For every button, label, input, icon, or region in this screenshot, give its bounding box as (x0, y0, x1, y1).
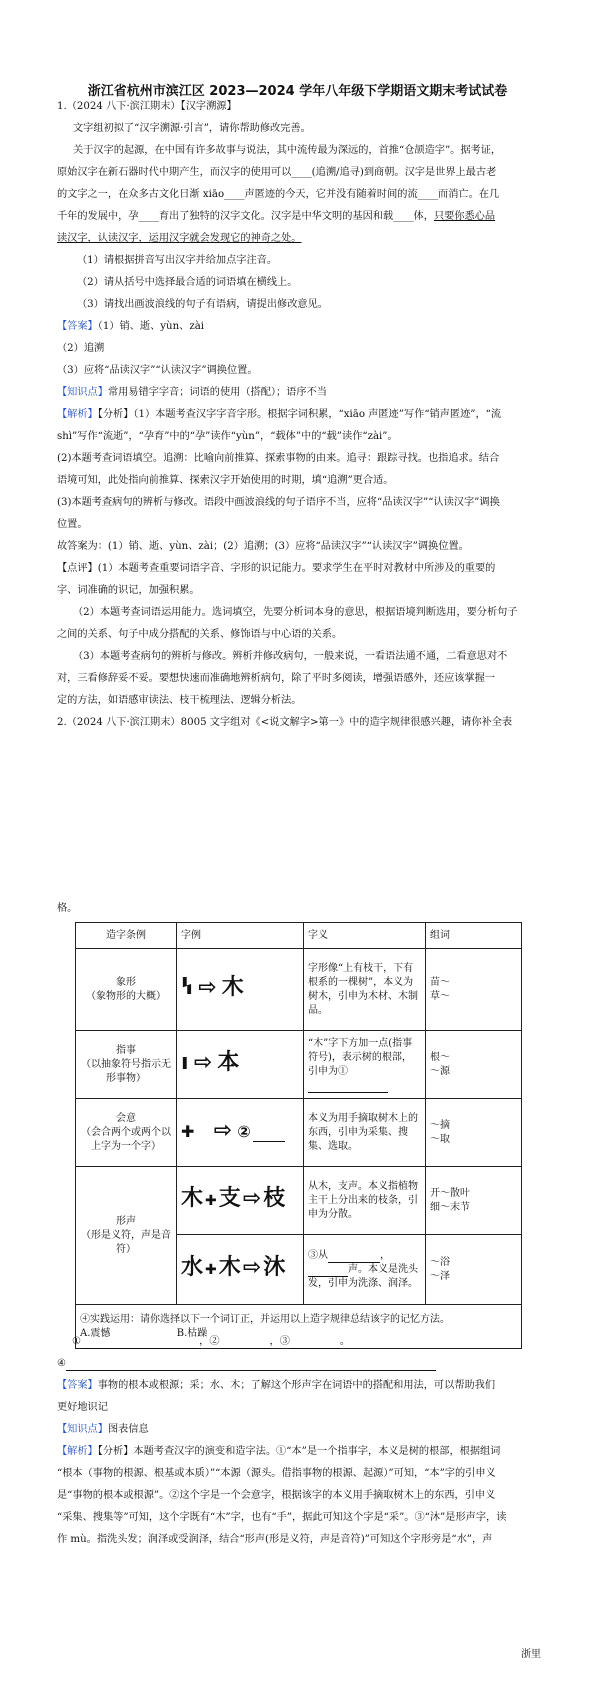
analysis-text: (2)本题考查词语填空。追溯：比喻向前推算、探索事物的由来。追寻：跟踪寻找。也指追求。结合 (57, 453, 500, 464)
word-item: ～摘 (430, 1119, 450, 1131)
analysis-text: “采集、搜集等”可知，这个字既有“木”字，也有“手”，据此可知这个字是“采”。③“沐”是形声字，读 (57, 1512, 507, 1523)
words-cell (426, 1167, 522, 1235)
meaning-cell (304, 1031, 426, 1099)
glyph-char: 枝 (263, 1185, 288, 1211)
analysis-text: “根本（事物的根源、根基或本质）”“本源（源头。借指事物的根源、起源）”可知，“本”字的引申义 (57, 1468, 496, 1479)
analysis-text: shì”写作“流逝”，“孕育”中的“孕”读作“yùn”，“载体”中的“载”读作“zài”。 (57, 431, 398, 442)
page-footer: 浙里 (521, 1649, 541, 1660)
arrow-right-icon: ⇨ (193, 1049, 215, 1075)
glyph-cell (177, 1099, 304, 1167)
comment-text: 之间的关系、句子中成分搭配的关系、修饰语与中心语的关系。 (57, 629, 343, 640)
analysis-text: 【分析】（1）本题考查汉字字音字形。根据字词积累，“xiāo 声匿迹”写作“销声匿迹”，“流 (97, 409, 502, 420)
word-item: ～浴 (430, 1256, 450, 1268)
blank-label: ① (72, 1336, 82, 1347)
analysis-tag: 【解析】 (57, 1446, 98, 1457)
q1-passage-text: 千年的发展中，孕____育出了独特的汉字文化。汉字是中华文明的基因和载____体， (57, 211, 434, 222)
q1-comment (57, 562, 537, 576)
glyph-char: 本 (217, 1049, 242, 1075)
method-cell (76, 1099, 177, 1167)
method-note: （会合两个或两个以上字为一个字） (81, 1126, 171, 1152)
method-note: （象物形的大概） (86, 990, 166, 1002)
glyph-cell (177, 1235, 304, 1305)
q1-number: 1.（2024 八下·滨江期末） (57, 101, 181, 112)
q2-answer (57, 1379, 537, 1393)
answer-text: 更好地识记 (57, 1402, 108, 1413)
plus-icon: ✚ (181, 1121, 197, 1141)
analysis-text: 故答案为：(1）销、逝、yùn、zài；(2）追溯；(3）应将“品读汉字”“认读汉字”调换位置。 (57, 541, 469, 552)
q2-blank-line (57, 1357, 457, 1371)
q1-wavy-sentence: 读汉字，认读汉字，运用汉字就会发现它的神奇之处。 (57, 233, 302, 244)
q1-tag: 【汉字溯源】 (180, 101, 237, 112)
glyph-char: 支 (218, 1185, 243, 1211)
q1-wavy-sentence: 只要你悉心品 (433, 211, 496, 222)
q2-analysis (57, 1445, 537, 1459)
analysis-text: 【分析】本题考查汉字的演变和造字法。①“本”是一个指事字，本义是树的根部，根据组词 (97, 1446, 501, 1457)
knowledge-text: 图表信息 (107, 1424, 149, 1435)
words-cell (426, 1031, 522, 1099)
comment-text: （3）本题考查病句的辨析与修改。辨析并修改病句，一般来说，一看语法通不通，二看意思对不 (73, 651, 508, 662)
method-name: 会意 (116, 1112, 136, 1124)
word-item: 细～末节 (430, 1201, 470, 1213)
q1-sub-question: （3）请找出画波浪线的句子有语病，请提出修改意见。 (77, 299, 328, 310)
comment-text: 定的方法，如语感审读法、枝干梳理法、逻辑分析法。 (57, 695, 302, 706)
answer-blank[interactable] (81, 1339, 199, 1349)
plus-icon: ✚ (205, 1192, 219, 1209)
word-item: 根～ (430, 1051, 450, 1063)
q2-header: 2.（2024 八下·滨江期末）8005 文字组对《<说文解字>第一》中的造字规律很感兴趣，请你补全表 (57, 717, 513, 728)
comment-tag: 【点评】 (57, 563, 98, 574)
meaning-text: “木”字下方加一点(指事符号)，表示树的根部，引申为① (308, 1037, 413, 1077)
col-header: 字例 (177, 923, 304, 949)
table-row (76, 1099, 522, 1167)
blank-label: ，③ (269, 1336, 290, 1347)
table-row (76, 949, 522, 1031)
method-name: 形声 (116, 1215, 136, 1227)
table-row (76, 1031, 522, 1099)
analysis-text: 语境可知，此处指向前推算、探索汉字开始使用的时期，填“追溯”更合适。 (57, 475, 394, 486)
option-b: B.枯躁 (176, 1327, 208, 1339)
pictograph-root-glyph: ı (181, 1049, 191, 1075)
q2-blank-line (72, 1335, 492, 1349)
q1-sub-question: （1）请根据拼音写出汉字并给加点字注音。 (77, 255, 278, 266)
pictograph-tree-glyph: ꝇ (181, 974, 195, 1000)
blank-label: ④ (57, 1358, 67, 1369)
comment-text: 字、词准确的识记，加强积累。 (57, 585, 200, 596)
knowledge-tag: 【知识点】 (57, 387, 108, 398)
answer-tag: 【答案】 (57, 1380, 98, 1391)
glyph-char: 木 (221, 974, 246, 1000)
page-title: 浙江省杭州市滨江区 2023—2024 学年八年级下学期语文期末考试试卷 (87, 84, 508, 99)
arrow-right-icon: ⇨ (213, 1117, 235, 1143)
word-item: ～泽 (430, 1270, 450, 1282)
word-item: 草～ (430, 990, 450, 1002)
word-item: 苗～ (430, 976, 450, 988)
answer-text: （3）应将“品读汉字”“认读汉字”调换位置。 (57, 365, 258, 376)
q1-passage-line: 原始汉字在新石器时代中期产生，而汉字的使用可以____(追溯/追寻)到商朝。汉字是世界上最古老 (57, 167, 497, 178)
table-row (76, 1167, 522, 1235)
comment-text: 对，三看修辞妥不妥。要想快速而准确地辨析病句，除了平时多阅读，增强语感外，还应该掌握一 (57, 673, 496, 684)
q2-header-cont: 格。 (57, 903, 78, 914)
method-note: （形是义符，声是音符） (81, 1229, 171, 1255)
method-cell (76, 1167, 177, 1305)
glyph-char: 木 (218, 1254, 243, 1280)
col-header: 造字条例 (76, 923, 177, 949)
answer-text: 事物的根本或根源；采；水、木；了解这个形声字在词语中的搭配和用法，可以帮助我们 (97, 1380, 496, 1391)
option-a: A.震憾 (80, 1327, 111, 1339)
words-cell (426, 1099, 522, 1167)
analysis-text: 位置。 (57, 519, 88, 530)
q1-knowledge (57, 386, 537, 400)
analysis-text: 作 mù。指洗头发；润泽或受润泽，结合“形声(形是义符，声是音符)”可知这个字形旁是“水”，声 (57, 1534, 493, 1545)
answer-blank[interactable] (290, 1339, 340, 1349)
glyph-cell (177, 1167, 304, 1235)
analysis-text: (3)本题考查病句的辨析与修改。语段中画波浪线的句子语序不当，应将“品读汉字”“认读汉字”调换 (57, 497, 500, 508)
word-item: 开～散叶 (430, 1187, 470, 1199)
meaning-cell: ③从 ，声。本义是洗头发，引申为洗涤、润泽。 (304, 1235, 426, 1305)
glyph-char: 沐 (263, 1254, 288, 1280)
answer-blank[interactable] (220, 1339, 270, 1349)
answer-text: （2）追溯 (57, 343, 105, 354)
plus-icon: ✚ (205, 1261, 219, 1278)
arrow-right-icon: ⇨ (242, 1254, 264, 1280)
q1-analysis (57, 408, 537, 422)
method-note: （以抽象符号指示无形事物） (81, 1058, 171, 1084)
words-cell (426, 949, 522, 1031)
q1-passage-line: 关于汉字的起源，在中国有许多故事与说法，其中流传最为深远的，首推“仓颉造字”。据考证， (73, 145, 502, 156)
col-header: 组词 (426, 923, 522, 949)
table-header-row (76, 923, 522, 949)
knowledge-text: 常用易错字字音；词语的使用（搭配）；语序不当 (107, 387, 327, 398)
method-cell (76, 949, 177, 1031)
meaning-text: 声。本义是洗头发，引申为洗涤、润泽。 (308, 1263, 418, 1289)
practice-text: ④实践运用：请你选择以下一个词订正，并运用以上造字规律总结该字的记忆方法。 (80, 1313, 450, 1325)
analysis-tag: 【解析】 (57, 409, 98, 420)
answer-blank[interactable] (308, 1267, 348, 1277)
meaning-cell: 字形像“上有枝干，下有根系的一棵树”，本义为树木，引申为木材、木制品。 (304, 949, 426, 1031)
glyph-char: 水 (181, 1254, 206, 1280)
q2-knowledge (57, 1423, 537, 1437)
arrow-right-icon: ⇨ (242, 1185, 264, 1211)
answer-blank[interactable] (253, 1132, 285, 1142)
answer-blank[interactable] (328, 1253, 380, 1263)
meaning-cell: 从木，支声。本义指植物主干上分出来的枝条，引申为分散。 (304, 1167, 426, 1235)
q1-header (57, 100, 537, 114)
answer-tag: 【答案】 (57, 321, 98, 332)
answer-blank[interactable] (66, 1361, 436, 1371)
word-item: ～源 (430, 1065, 450, 1077)
arrow-right-icon: ⇨ (198, 974, 219, 1000)
blank-label: ，② (199, 1336, 220, 1347)
blank-mark: ② (237, 1121, 253, 1141)
knowledge-tag: 【知识点】 (57, 1424, 108, 1435)
col-header: 字义 (304, 923, 426, 949)
q1-sub-question: （2）请从括号中选择最合适的词语填在横线上。 (77, 277, 298, 288)
writing-rules-table (75, 922, 522, 1349)
comment-text: （2）本题考查词语运用能力。选词填空，先要分析词本身的意思，根据语境判断选用，要分析句子 (73, 607, 518, 618)
glyph-cell (177, 1031, 304, 1099)
method-name: 象形 (116, 976, 136, 988)
answer-blank[interactable] (308, 1083, 388, 1093)
word-item: ～取 (430, 1133, 450, 1145)
q1-passage-line: 的文字之一，在众多古文化日渐 xiāo____声匿迹的今天，它并没有随着时间的流____而消亡。在几 (57, 189, 500, 200)
meaning-text: ③从 (308, 1249, 328, 1261)
glyph-char: 木 (181, 1185, 206, 1211)
meaning-cell: 本义为用手摘取树木上的东西，引申为采集、搜集、选取。 (304, 1099, 426, 1167)
method-name: 指事 (116, 1044, 136, 1056)
q1-answer (57, 320, 537, 334)
glyph-cell (177, 949, 304, 1031)
comment-text: (1）本题考查重要词语字音、字形的识记能力。要求学生在平时对教材中所涉及的重要的 (97, 563, 496, 574)
analysis-text: 是“事物的根本或根源”。②这个字是一个会意字，根据该字的本义用手摘取树木上的东西，引申义 (57, 1490, 496, 1501)
method-cell (76, 1031, 177, 1099)
answer-text: （1）销、逝、yùn、zài (97, 321, 205, 332)
words-cell (426, 1235, 522, 1305)
q1-passage-line (57, 210, 537, 224)
blank-label: 。 (339, 1336, 351, 1347)
q1-intro: 文字组初拟了“汉字溯源·引言”，请你帮助修改完善。 (73, 123, 311, 134)
